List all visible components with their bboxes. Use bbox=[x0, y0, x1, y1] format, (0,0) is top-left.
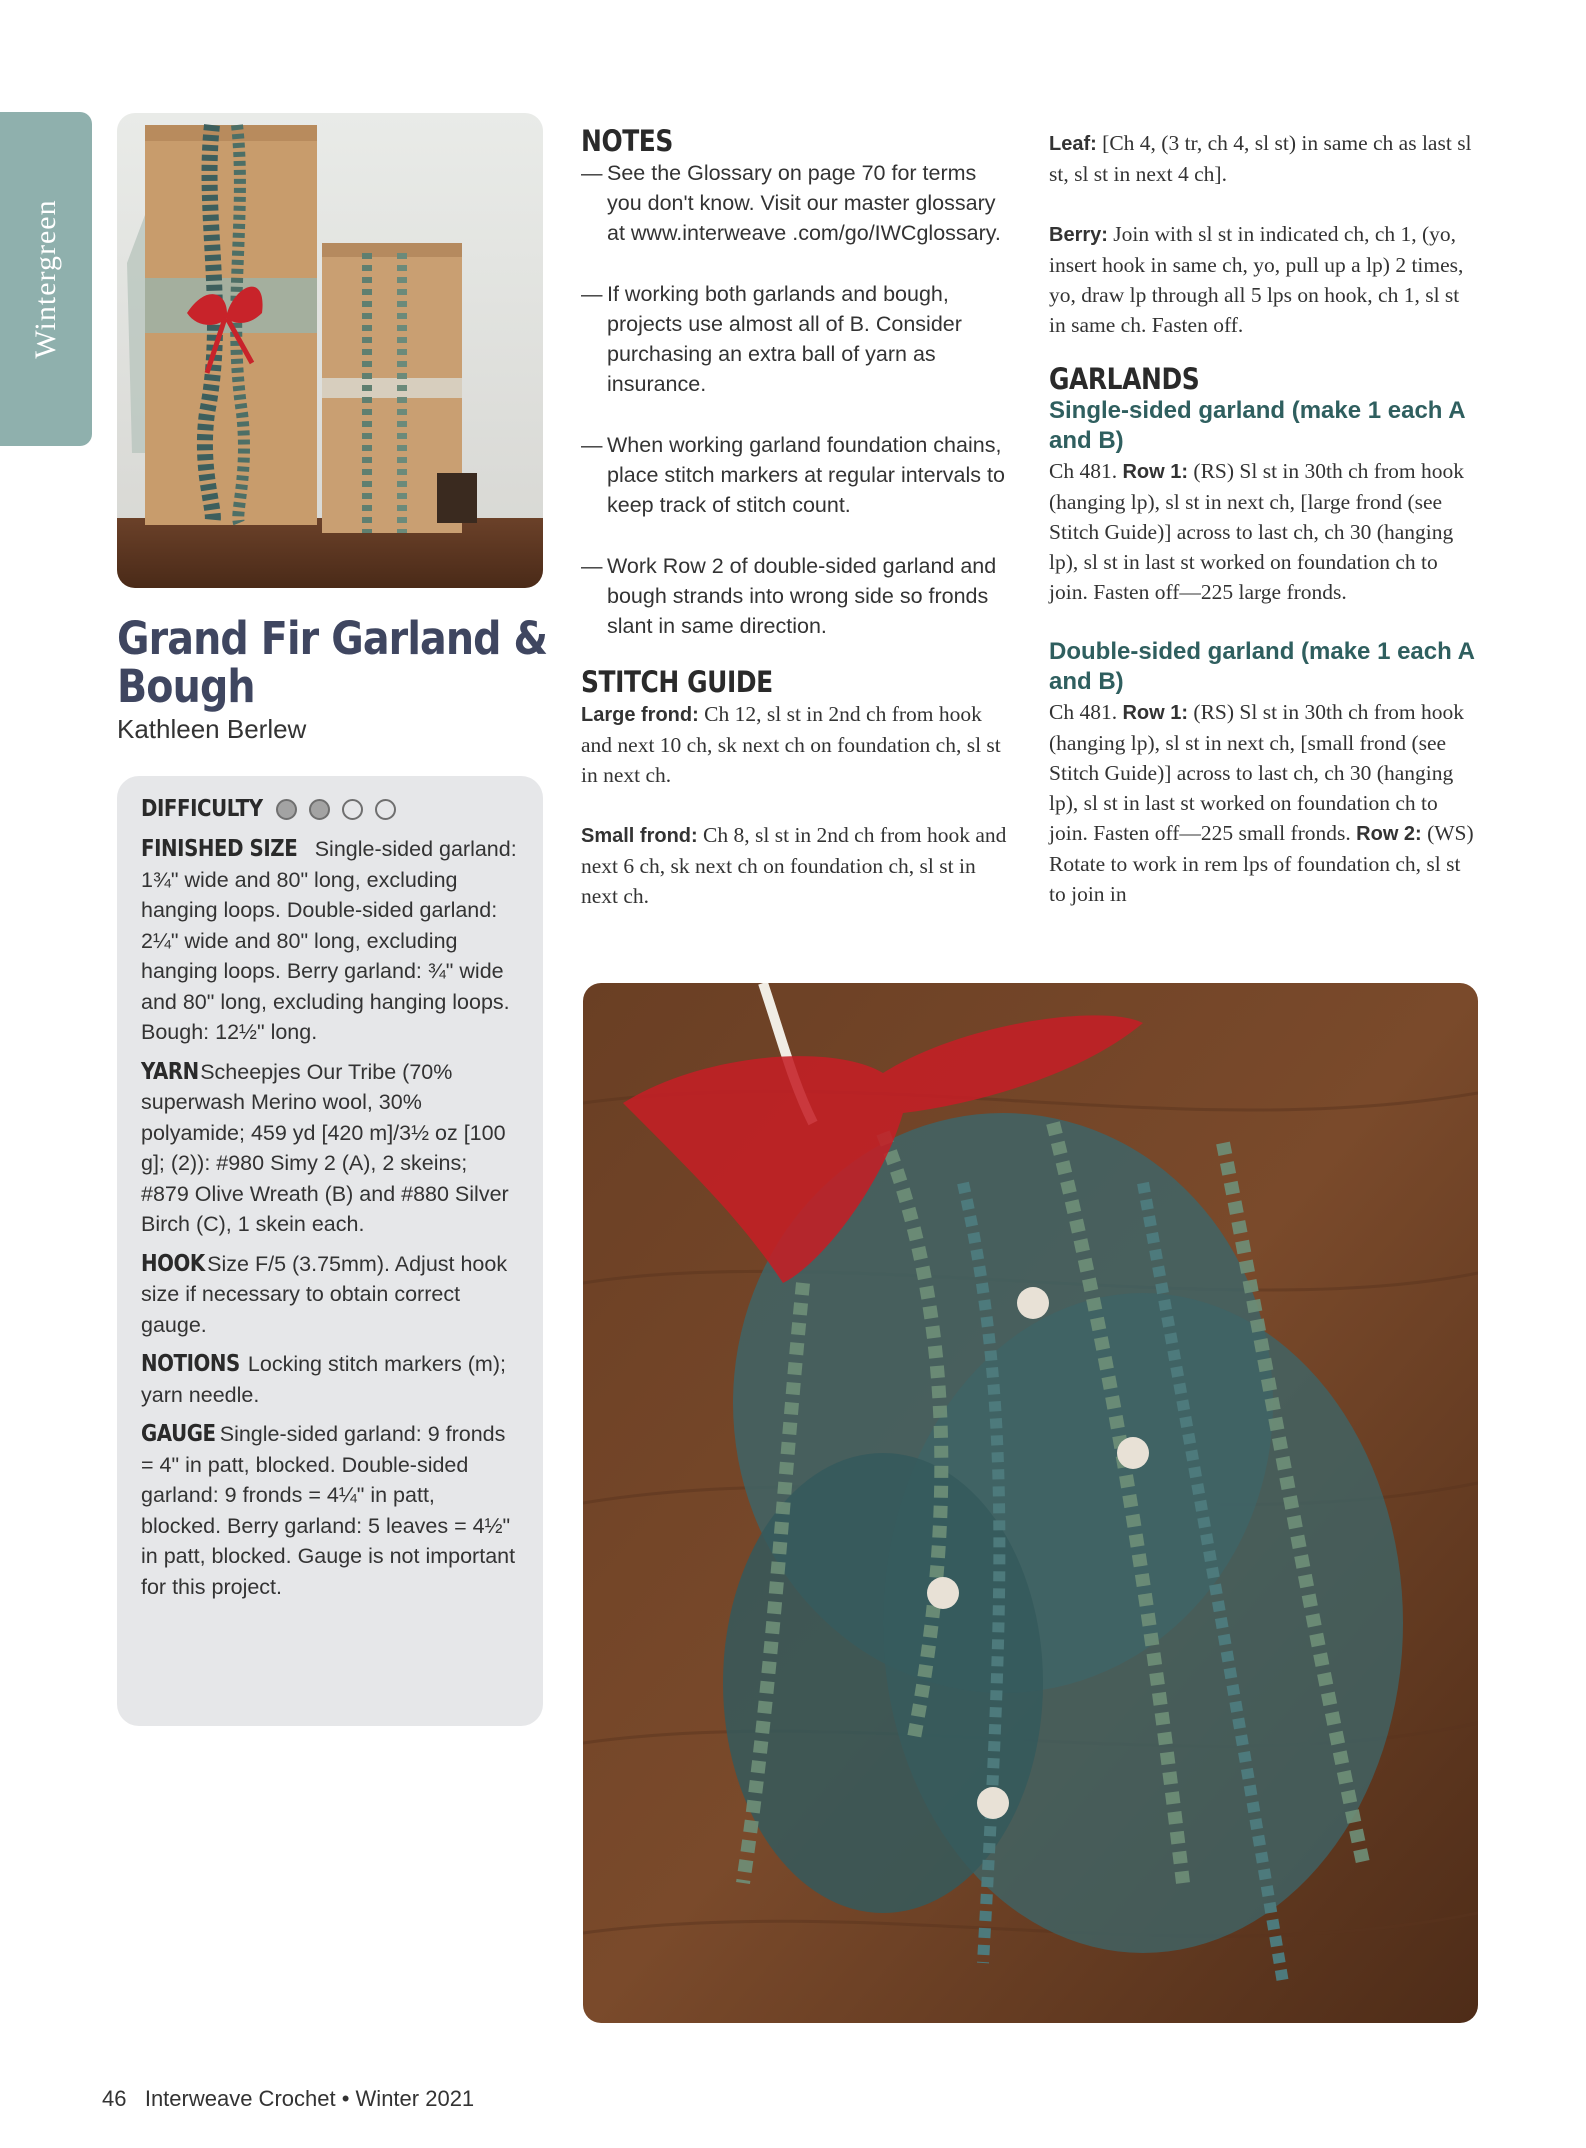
pattern-title: Grand Fir Garland & Bough bbox=[117, 612, 548, 713]
difficulty-row bbox=[141, 796, 519, 822]
pattern-info-box bbox=[117, 776, 543, 1726]
issue-name: Winter 2021 bbox=[355, 2086, 475, 2111]
stitch-guide-heading: STITCH GUIDE bbox=[581, 665, 773, 699]
yarn-info: YARN Scheepjes Our Tribe (70% superwash Merino wool, 30% polyamide; 459 yd [420 m]/3½ oz [100 g]; (2)): #980 Simy 2 (A), 2 skeins; #879 Olive Wreath (B) and #880 Silver Birch (C), 1 skein each. bbox=[141, 1058, 509, 1236]
berry-instructions: Berry: Join with sl st in indicated ch, ch 1, (yo, insert hook in same ch, yo, pull up a lp) 2 times, yo, draw lp through all 5 lps on hook, ch 1, sl st in same ch. Fasten off. bbox=[1049, 222, 1464, 337]
page-footer bbox=[102, 2086, 474, 2112]
footer-bullet: • bbox=[341, 2086, 350, 2111]
gauge-info: GAUGE Single-sided garland: 9 fronds = 4" in patt, blocked. Double-sided garland: 9 fronds = 4¼" in patt, blocked. Berry garland: 5 leaves = 4½" in patt, blocked. Gauge is not important for this project. bbox=[141, 1421, 516, 1599]
single-garland-instructions: Ch 481. Row 1: (RS) Sl st in 30th ch from hook (hanging lp), sl st in next ch, [large frond (see Stitch Guide)] across to last ch, ch 30 (hanging lp), sl st in last st worked on foundation ch to join. Fasten off—225 large fronds. bbox=[1049, 459, 1464, 604]
notes-heading: NOTES bbox=[581, 124, 673, 158]
section-tab-label: Wintergreen bbox=[29, 199, 62, 359]
difficulty-dot-3 bbox=[342, 799, 363, 820]
page-number: 46 bbox=[102, 2086, 127, 2111]
difficulty-label: DIFFICULTY bbox=[141, 796, 263, 822]
magazine-name: Interweave Crochet bbox=[144, 2086, 336, 2111]
note-item: — When working garland foundation chains, place stitch markers at regular intervals to keep track of stitch count. bbox=[581, 430, 1011, 520]
bough-closeup-photo bbox=[583, 983, 1478, 2023]
difficulty-dot-1 bbox=[276, 799, 297, 820]
note-item: — If working both garlands and bough, projects use almost all of B. Consider purchasing an extra ball of yarn as insurance. bbox=[581, 279, 1011, 399]
single-garland-subhead: Single-sided garland (make 1 each A and B) bbox=[1049, 397, 1465, 454]
section-tab bbox=[0, 112, 92, 446]
note-item: — See the Glossary on page 70 for terms you don't know. Visit our master glossary at www.interweave .com/go/IWCglossary. bbox=[581, 158, 1011, 248]
middle-column bbox=[581, 124, 1011, 941]
gift-boxes-photo bbox=[117, 113, 543, 588]
finished-size: FINISHED SIZE Single-sided garland: 1¾" wide and 80" long, excluding hanging loops. Double-sided garland: 2¼" wide and 80" long, excluding hanging loops. Berry garland: ¾" wide and 80" long, excluding hanging loops. Bough: 12½" long. bbox=[141, 836, 517, 1044]
leaf-instructions: Leaf: [Ch 4, (3 tr, ch 4, sl st) in same ch as last sl st, sl st in next 4 ch]. bbox=[1049, 131, 1472, 186]
pattern-author: Kathleen Berlew bbox=[117, 714, 307, 744]
difficulty-dot-4 bbox=[375, 799, 396, 820]
large-frond-instructions: Large frond: Ch 12, sl st in 2nd ch from hook and next 10 ch, sk next ch on foundation ch, sl st in next ch. bbox=[581, 702, 1001, 787]
notions-info: NOTIONS Locking stitch markers (m); yarn needle. bbox=[141, 1351, 506, 1407]
note-item: — Work Row 2 of double-sided garland and bough strands into wrong side so fronds slant in same direction. bbox=[581, 551, 1011, 641]
small-frond-instructions: Small frond: Ch 8, sl st in 2nd ch from hook and next 6 ch, sk next ch on foundation ch, sl st in next ch. bbox=[581, 823, 1007, 908]
right-column bbox=[1049, 128, 1479, 909]
difficulty-dot-2 bbox=[309, 799, 330, 820]
double-garland-instructions: Ch 481. Row 1: (RS) Sl st in 30th ch from hook (hanging lp), sl st in next ch, [small frond (see Stitch Guide)] across to last ch, ch 30 (hanging lp), sl st in last st worked on foundation ch to join. Fasten off—225 small fronds. Row 2: (WS) Rotate to work in rem lps of foundation ch, sl st to join in bbox=[1049, 700, 1474, 906]
double-garland-subhead: Double-sided garland (make 1 each A and B) bbox=[1049, 638, 1475, 695]
garlands-heading: GARLANDS bbox=[1049, 362, 1200, 396]
hook-info: HOOK Size F/5 (3.75mm). Adjust hook size if necessary to obtain correct gauge. bbox=[141, 1250, 508, 1337]
